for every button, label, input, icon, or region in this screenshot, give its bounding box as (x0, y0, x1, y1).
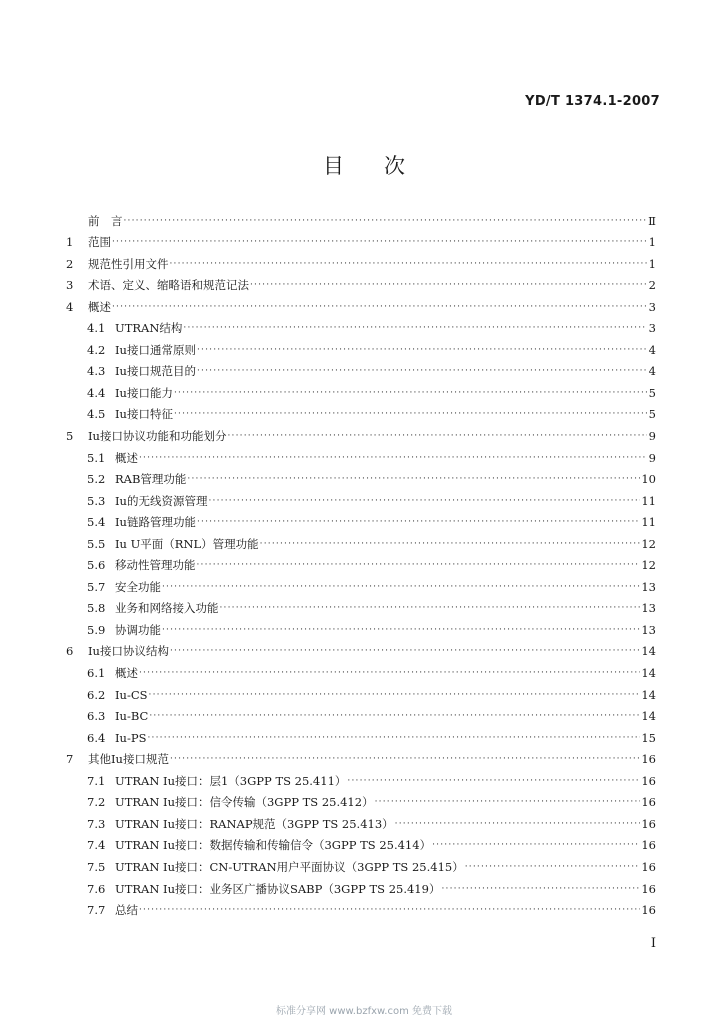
toc-entry-number: 5 (66, 429, 74, 444)
toc-entry-label: RAB管理功能 (115, 472, 187, 487)
toc-entry[interactable] (66, 615, 656, 637)
toc-entry-label: 概述 (115, 450, 138, 465)
toc-entry-label: Iu接口通常原则 (115, 342, 196, 357)
toc-entry-page: 16 (641, 773, 656, 788)
toc-entry-page: 16 (641, 881, 656, 896)
toc-leader-dots (112, 235, 647, 249)
toc-leader-dots (183, 321, 647, 335)
toc-entry-label: UTRAN Iu接口：业务区广播协议SABP（3GPP TS 25.419） (115, 881, 441, 896)
table-of-contents (66, 206, 656, 917)
toc-entry-label: Iu接口能力 (115, 385, 173, 400)
toc-leader-dots (441, 882, 640, 896)
toc-leader-dots (112, 300, 647, 314)
toc-entry-label: 协调功能 (115, 622, 161, 637)
toc-entry-number: 5.2 (87, 472, 106, 487)
toc-entry-number: 2 (66, 256, 74, 271)
toc-leader-dots (162, 623, 640, 637)
toc-entry-number: 4.2 (87, 342, 106, 357)
toc-entry[interactable] (66, 874, 656, 896)
toc-entry-page: 4 (648, 342, 656, 357)
toc-entry-page: 15 (641, 730, 656, 745)
toc-leader-dots (170, 257, 648, 271)
toc-leader-dots (174, 407, 647, 421)
toc-entry-page: 14 (641, 666, 656, 681)
toc-entry[interactable] (66, 723, 656, 745)
toc-entry-label: UTRAN Iu接口：CN-UTRAN用户平面协议（3GPP TS 25.415） (115, 859, 464, 874)
toc-entry-page: 2 (648, 278, 656, 293)
toc-entry-page: 16 (641, 816, 656, 831)
toc-leader-dots (139, 903, 640, 917)
toc-entry-label: 概述 (115, 666, 138, 681)
toc-entry-number: 7.6 (87, 881, 106, 896)
toc-entry-label: UTRAN Iu接口：RANAP规范（3GPP TS 25.413） (115, 816, 394, 831)
toc-entry[interactable] (66, 852, 656, 874)
toc-entry-page: 13 (641, 622, 656, 637)
toc-leader-dots (139, 451, 647, 465)
toc-entry[interactable] (66, 551, 656, 573)
toc-entry[interactable] (66, 658, 656, 680)
toc-leader-dots (197, 558, 641, 572)
toc-leader-dots (395, 817, 641, 831)
toc-leader-dots (197, 343, 647, 357)
toc-entry-label: Iu-CS (115, 687, 148, 702)
toc-entry[interactable] (66, 228, 656, 250)
toc-entry-page: 11 (641, 515, 656, 530)
toc-entry-number: 5.6 (87, 558, 106, 573)
toc-leader-dots (174, 386, 647, 400)
toc-entry-number: 7 (66, 752, 74, 767)
toc-leader-dots (197, 364, 647, 378)
toc-leader-dots (170, 644, 640, 658)
toc-entry-page: 16 (641, 903, 656, 918)
toc-entry-label: 安全功能 (115, 579, 161, 594)
toc-entry-number: 5.7 (87, 579, 106, 594)
toc-leader-dots (465, 860, 641, 874)
toc-entry-label: 移动性管理功能 (115, 558, 196, 573)
toc-leader-dots (147, 731, 640, 745)
toc-entry-page: 12 (641, 536, 656, 551)
toc-entry[interactable] (66, 572, 656, 594)
toc-entry-number: 6.2 (87, 687, 106, 702)
toc-entry-page: 13 (641, 601, 656, 616)
toc-entry-label: Iu接口特征 (115, 407, 173, 422)
toc-entry-number: 7.1 (87, 773, 106, 788)
toc-entry-label: Iu的无线资源管理 (115, 493, 208, 508)
toc-entry-label: Iu接口规范目的 (115, 364, 196, 379)
toc-entry-label: UTRAN Iu接口：层1（3GPP TS 25.411） (115, 773, 347, 788)
toc-entry[interactable] (66, 788, 656, 810)
toc-entry-page: 14 (641, 644, 656, 659)
toc-entry[interactable] (66, 314, 656, 336)
toc-entry-page: 1 (648, 235, 656, 250)
toc-entry[interactable] (66, 357, 656, 379)
toc-leader-dots (375, 795, 641, 809)
toc-leader-dots (250, 278, 647, 292)
toc-entry-page: 9 (648, 450, 656, 465)
toc-entry-page: 3 (648, 299, 656, 314)
toc-entry-label: UTRAN Iu接口：信令传输（3GPP TS 25.412） (115, 795, 374, 810)
toc-entry-page: 5 (648, 385, 656, 400)
toc-entry[interactable] (66, 421, 656, 443)
toc-entry[interactable] (66, 271, 656, 293)
toc-entry[interactable] (66, 486, 656, 508)
toc-entry-label: 范围 (88, 235, 111, 250)
standard-code: YD/T 1374.1-2007 (525, 94, 660, 109)
toc-entry[interactable] (66, 529, 656, 551)
toc-leader-dots (162, 580, 640, 594)
toc-entry-number: 7.2 (87, 795, 106, 810)
toc-leader-dots (432, 838, 640, 852)
toc-entry-page: 4 (648, 364, 656, 379)
toc-entry-number: 7.7 (87, 903, 106, 918)
toc-entry-number: 4.4 (87, 385, 106, 400)
toc-entry-number: 7.3 (87, 816, 106, 831)
toc-entry-number: 7.5 (87, 859, 106, 874)
toc-entry[interactable] (66, 378, 656, 400)
toc-entry[interactable] (66, 400, 656, 422)
toc-leader-dots (227, 429, 647, 443)
toc-entry-number: 4.5 (87, 407, 106, 422)
watermark: 标准分享网 www.bzfxw.com 免费下载 (276, 1006, 452, 1017)
toc-entry-number: 4.3 (87, 364, 106, 379)
toc-entry-label: Iu-BC (115, 709, 149, 724)
toc-entry[interactable] (66, 637, 656, 659)
toc-entry-page: 16 (641, 838, 656, 853)
toc-entry-label: Iu接口协议功能和功能划分 (88, 429, 227, 444)
toc-entry[interactable] (66, 831, 656, 853)
toc-leader-dots (260, 537, 641, 551)
toc-entry-number: 4.1 (87, 321, 106, 336)
toc-entry[interactable] (66, 465, 656, 487)
toc-entry-number: 5.1 (87, 450, 106, 465)
toc-entry-number: 4 (66, 299, 74, 314)
toc-entry-page: 12 (641, 558, 656, 573)
toc-leader-dots (149, 709, 640, 723)
toc-entry-page: 3 (648, 321, 656, 336)
toc-entry-label: 业务和网络接入功能 (115, 601, 219, 616)
toc-entry-page: 9 (648, 429, 656, 444)
toc-entry-page: 16 (641, 752, 656, 767)
toc-entry-page: Ⅱ (648, 213, 656, 228)
toc-entry[interactable] (66, 809, 656, 831)
toc-leader-dots (149, 688, 641, 702)
toc-entry[interactable] (66, 702, 656, 724)
toc-entry[interactable] (66, 292, 656, 314)
toc-entry-page: 16 (641, 859, 656, 874)
toc-entry-label: 规范性引用文件 (88, 256, 169, 271)
toc-entry[interactable] (66, 680, 656, 702)
toc-entry-number: 5.8 (87, 601, 106, 616)
toc-entry-page: 13 (641, 579, 656, 594)
toc-entry-number: 1 (66, 235, 74, 250)
toc-entry[interactable] (66, 896, 656, 918)
toc-entry-number: 6 (66, 644, 74, 659)
toc-entry-number: 3 (66, 278, 74, 293)
toc-entry[interactable] (66, 206, 656, 228)
toc-leader-dots (220, 601, 641, 615)
toc-entry-number: 6.3 (87, 709, 106, 724)
page-number: I (650, 936, 656, 951)
toc-leader-dots (139, 666, 640, 680)
toc-entry-label: 概述 (88, 299, 111, 314)
toc-leader-dots (170, 752, 640, 766)
toc-entry-page: 16 (641, 795, 656, 810)
toc-entry-label: Iu链路管理功能 (115, 515, 196, 530)
toc-entry-number: 5.9 (87, 622, 106, 637)
page-title: 目次 (323, 154, 445, 178)
toc-entry-label: Iu U平面（RNL）管理功能 (115, 536, 259, 551)
toc-entry-page: 14 (641, 687, 656, 702)
toc-entry-number: 5.5 (87, 536, 106, 551)
toc-entry-label: 总结 (115, 903, 138, 918)
toc-entry[interactable] (66, 766, 656, 788)
toc-entry-number: 5.4 (87, 515, 106, 530)
toc-entry[interactable] (66, 249, 656, 271)
toc-entry-number: 6.4 (87, 730, 106, 745)
toc-leader-dots (187, 472, 640, 486)
toc-entry-number: 6.1 (87, 666, 106, 681)
toc-leader-dots (197, 515, 640, 529)
toc-entry[interactable] (66, 745, 656, 767)
toc-entry-label: 其他Iu接口规范 (88, 752, 169, 767)
toc-entry-page: 5 (648, 407, 656, 422)
toc-entry[interactable] (66, 443, 656, 465)
toc-entry[interactable] (66, 335, 656, 357)
toc-entry-number: 7.4 (87, 838, 106, 853)
toc-entry-page: 10 (641, 472, 656, 487)
toc-entry-page: 14 (641, 709, 656, 724)
toc-entry-page: 11 (641, 493, 656, 508)
toc-leader-dots (347, 774, 640, 788)
toc-entry-label: Iu-PS (115, 730, 147, 745)
toc-entry-label: Iu接口协议结构 (88, 644, 169, 659)
toc-entry-page: 1 (648, 256, 656, 271)
toc-entry[interactable] (66, 508, 656, 530)
toc-entry[interactable] (66, 594, 656, 616)
toc-entry-number: 5.3 (87, 493, 106, 508)
toc-entry-label: 前 言 (88, 213, 123, 228)
toc-entry-label: UTRAN Iu接口：数据传输和传输信令（3GPP TS 25.414） (115, 838, 432, 853)
toc-entry-label: UTRAN结构 (115, 321, 183, 336)
toc-entry-label: 术语、定义、缩略语和规范记法 (88, 278, 249, 293)
toc-leader-dots (124, 214, 648, 228)
toc-leader-dots (208, 494, 640, 508)
